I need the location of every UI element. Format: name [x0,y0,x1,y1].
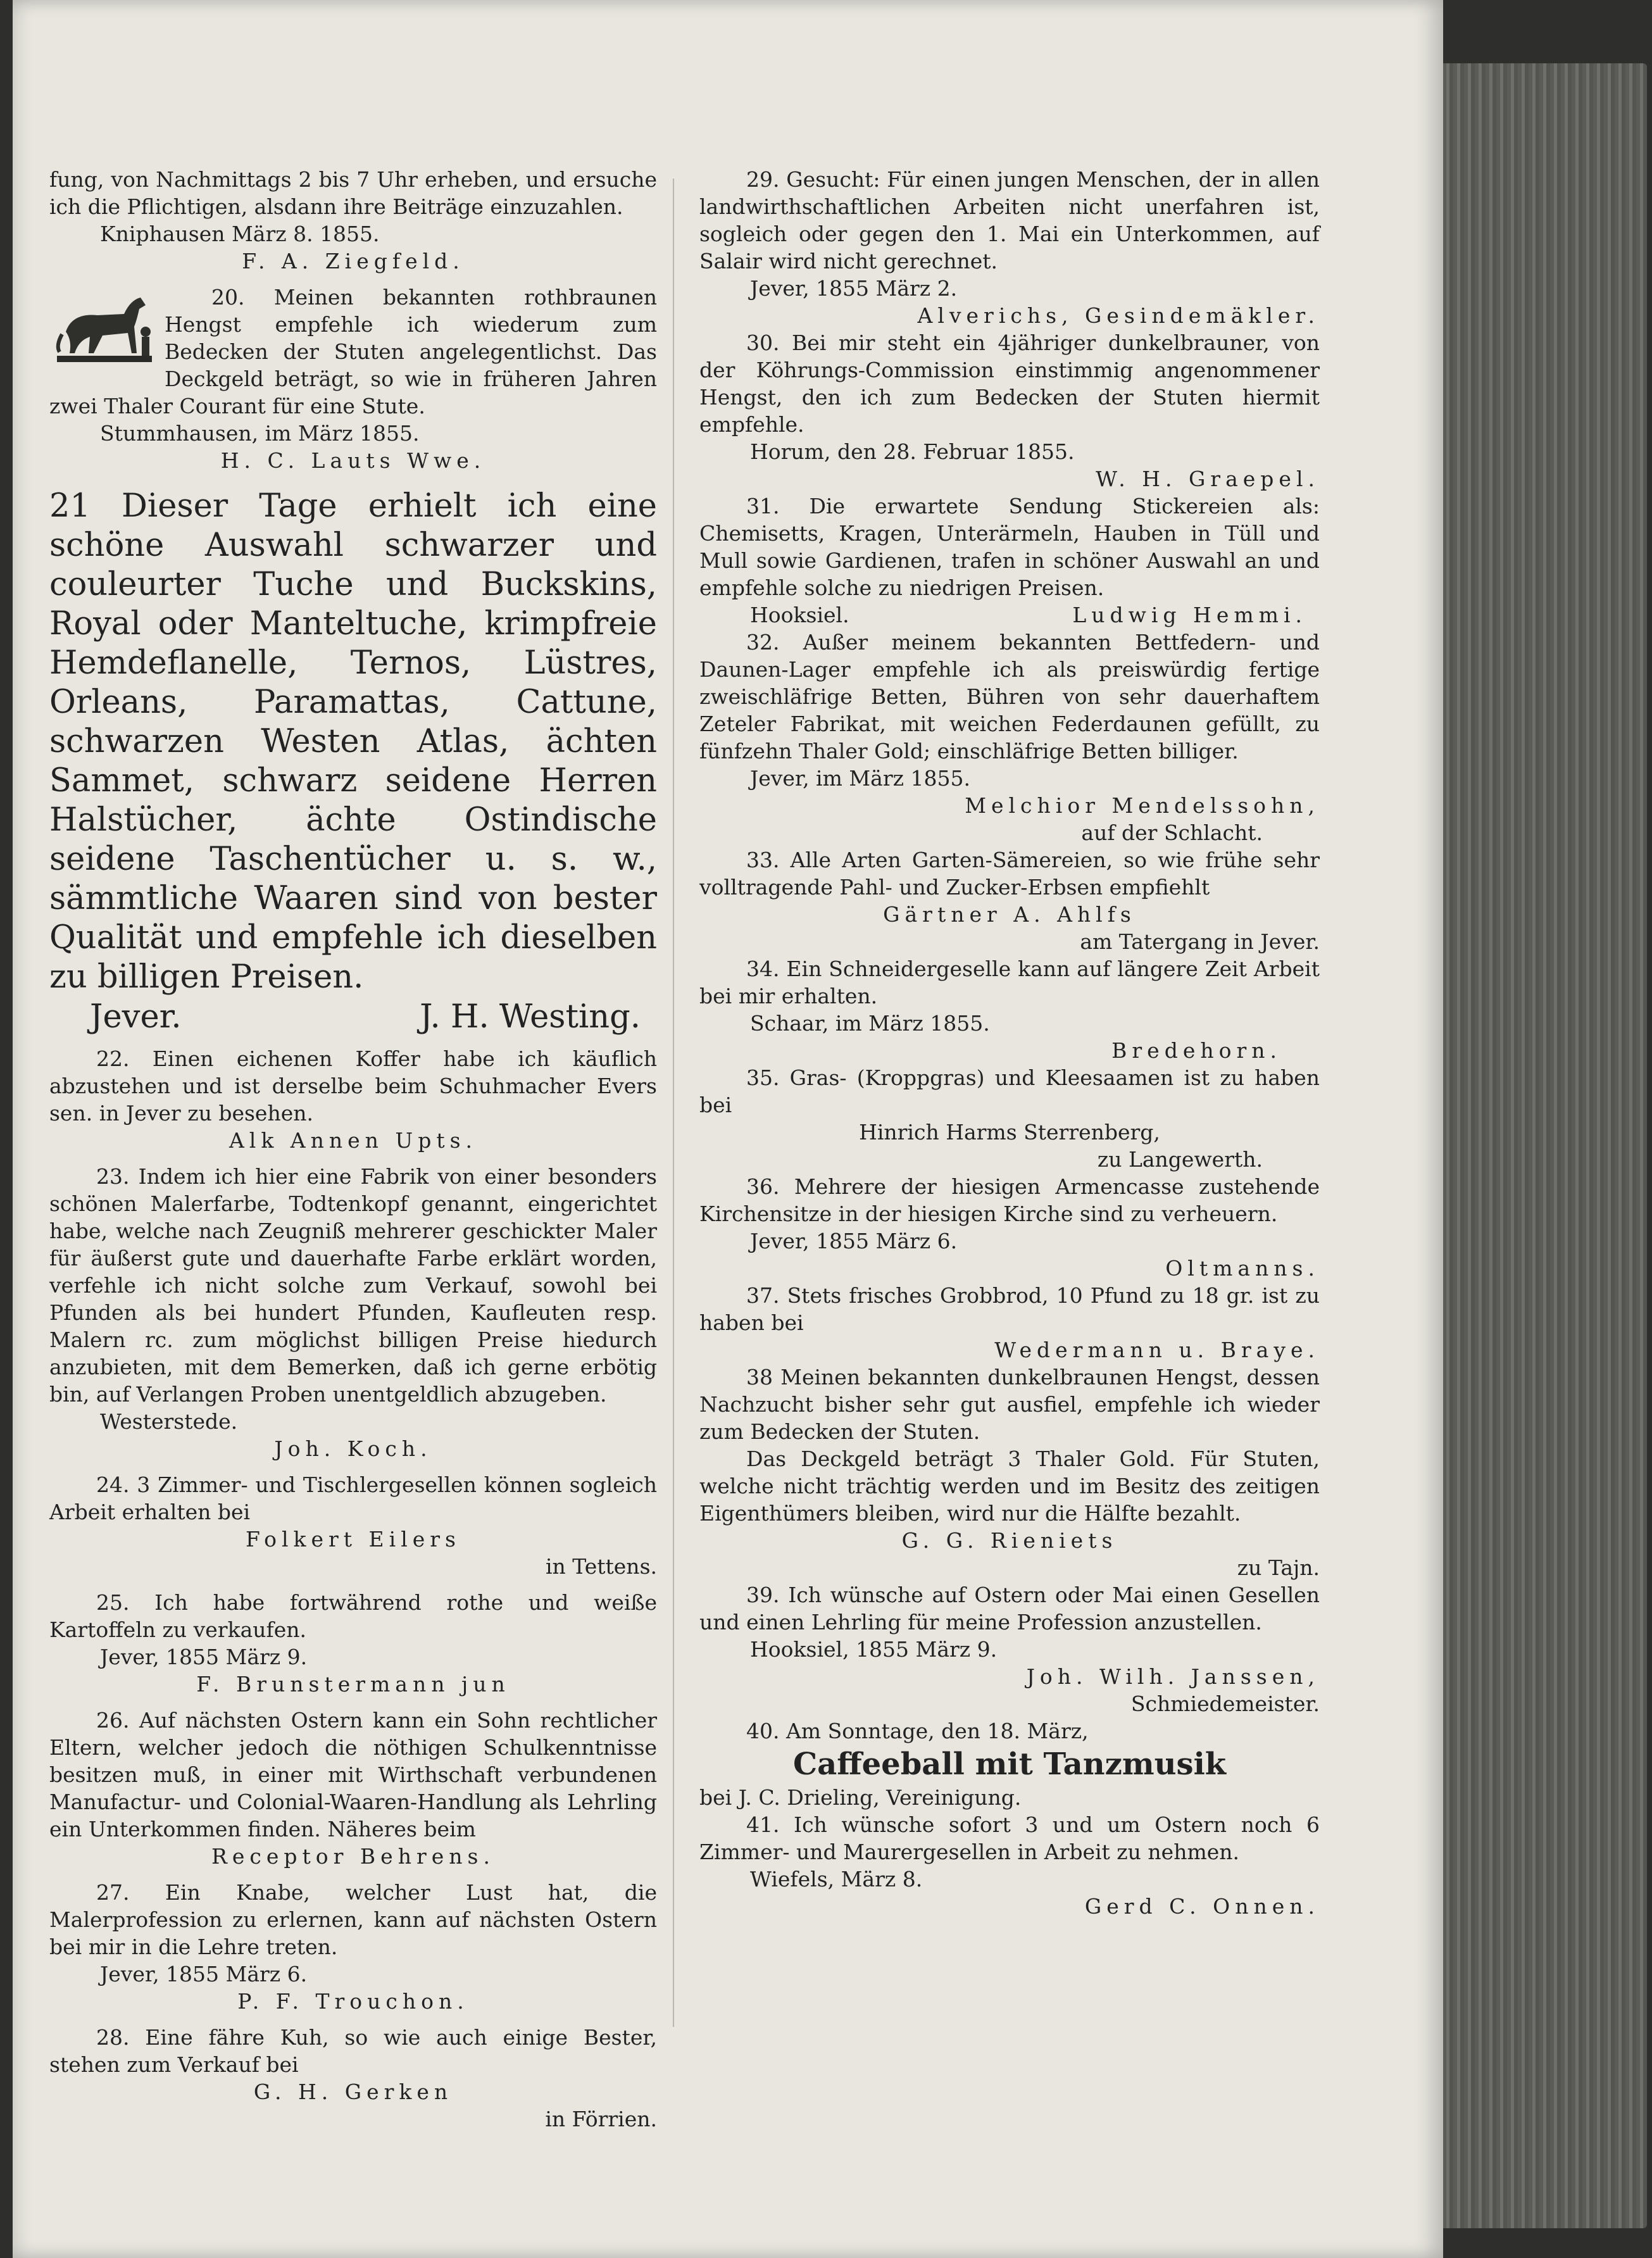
ad-37-text: 37. Stets frisches Grobbrod, 10 Pfund zu 18 gr. ist zu haben bei [699,1283,1320,1335]
ad-20-place: Stummhausen, im März 1855. [100,421,420,446]
ad-19-signature: F. A. Ziegfeld. [242,249,465,273]
ad-22-signature: Alk Annen Upts. [228,1128,478,1153]
ad-32-place: Jever, im März 1855. [750,766,970,791]
ad-36-place: Jever, 1855 März 6. [750,1229,958,1253]
ad-30-place: Horum, den 28. Februar 1855. [750,439,1075,464]
ad-39-signature: Joh. Wilh. Janssen, [1026,1664,1320,1689]
ad-20-text: 20. Meinen bekannten rothbraunen Hengst empfehle ich wiederum zum Bedecken der Stuten angelegentlichst. Das Deckgeld beträgt, so wie in früheren Jahren zwei Thaler Courant für eine Stute. [49,285,657,418]
ad-28-text: 28. Eine fähre Kuh, so wie auch einige Bester, stehen zum Verkauf bei [49,2025,657,2077]
ad-34-place: Schaar, im März 1855. [750,1011,990,1036]
ad-40-signature: bei J. C. Drieling, Vereinigung. [699,1785,1022,1810]
ad-33-text: 33. Alle Arten Garten-Sämereien, so wie frühe sehr volltragende Pahl- und Zucker-Erbsen empfiehlt [699,848,1320,900]
ad-21-text: 21 Dieser Tage erhielt ich eine schöne Auswahl schwarzer und couleurter Tuche und Buckskins, Royal oder Manteltuche, krimpfreie Hemdeflanelle, Ternos, Lüstres, Orleans, Paramattas, Cattune, schwarzen Westen Atlas, ächten Sammet, schwarz seidene Herren Halstücher, ächte Ostindische seidene Taschentücher u. s. w., sämmtliche Waaren sind von bester Qualität und empfehle ich dieselben zu billigen Preisen. [49,487,657,996]
ad-38-text: 38 Meinen bekannten dunkelbraunen Hengst, dessen Nachzucht bisher sehr gut ausfiel, empfehle ich wieder zum Bedecken der Stuten. [699,1365,1320,1444]
horse-icon [53,287,154,371]
left-column [49,166,657,2133]
ad-21-place: Jever. [90,998,182,1036]
ad-26-signature: Receptor Behrens. [211,1844,495,1869]
ad-28-signature: G. H. Gerken [253,2079,453,2104]
ad-24-text: 24. 3 Zimmer- und Tischlergesellen können sogleich Arbeit erhalten bei [49,1472,657,1524]
ad-32-signature: Melchior Mendelssohn, [965,793,1320,818]
ad-20-signature: H. C. Lauts Wwe. [220,448,486,473]
ad-19-text: fung, von Nachmittags 2 bis 7 Uhr erheben, und ersuche ich die Pflichtigen, alsdann ihre Beiträge einzuzahlen. [49,167,657,219]
ad-33-signature: Gärtner A. Ahlfs [883,902,1136,927]
book-binding [1432,63,1647,2228]
ad-41-signature: Gerd C. Onnen. [1084,1894,1320,1919]
ad-35-text: 35. Gras- (Kroppgras) und Kleesaamen ist zu haben bei [699,1065,1320,1117]
ad-32-location: auf der Schlacht. [1081,820,1263,845]
ad-30-text: 30. Bei mir steht ein 4jähriger dunkelbrauner, von der Köhrungs-Commission einstimmig angenommener Hengst, den ich zum Bedecken der Stuten hiermit empfehle. [699,330,1320,437]
ad-41-place: Wiefels, März 8. [750,1867,923,1891]
ad-29-place: Jever, 1855 März 2. [750,276,958,301]
ad-31-signature: Ludwig Hemmi. [1072,603,1307,627]
ad-19-place: Kniphausen März 8. 1855. [100,222,380,246]
ad-23-text: 23. Indem ich hier eine Fabrik von einer besonders schönen Malerfarbe, Todtenkopf genannt, eingerichtet habe, welche nach Zeugniß mehrerer geschickter Maler für äußerst gute und dauerhafte Farbe erklärt worden, verfehle ich nicht solche zum Verkauf, sowohl bei Pfunden als bei hundert Pfunden, Kaufleuten resp. Malern rc. zum möglichst billigen Preise hiedurch anzubieten, mit dem Bemerken, daß ich gerne erbötig bin, auf Verlangen Proben unentgeldlich abzugeben. [49,1164,657,1407]
ad-27-place: Jever, 1855 März 6. [100,1962,308,1986]
ad-39-trade: Schmiedemeister. [1130,1691,1320,1716]
ad-36-signature: Oltmanns. [1165,1256,1320,1281]
ad-30-signature: W. H. Graepel. [1096,467,1320,491]
ad-31-signature-line [699,601,1320,629]
ad-34-signature: Bredehorn. [1111,1038,1282,1063]
ad-20 [49,284,657,474]
ad-32-text: 32. Außer meinem bekannten Bettfedern- und Daunen-Lager empfehle ich als preiswürdig fertige zweischläfrige Betten, Bühren von sehr dauerhaftem Zeteler Fabrikat, mit weichen Federdaunen gefüllt, zu fünfzehn Thaler Gold; einschläfrige Betten billiger. [699,630,1320,763]
ad-33-location: am Tatergang in Jever. [1080,929,1320,954]
column-divider [673,179,674,2027]
newspaper-page [13,0,1443,2258]
ad-39-place: Hooksiel, 1855 März 9. [750,1637,998,1662]
ad-35-signature: Hinrich Harms Sterrenberg, [859,1120,1160,1145]
ad-25-place: Jever, 1855 März 9. [100,1645,308,1669]
ad-21-signature: J. H. Westing. [420,998,641,1036]
ad-26-text: 26. Auf nächsten Ostern kann ein Sohn rechtlicher Eltern, welcher jedoch die nöthigen Schulkenntnisse besitzen muß, in einer mit Wirthschaft verbundenen Manufactur- und Colonial-Waaren-Handlung als Lehrling ein Unterkommen finden. Näheres beim [49,1708,657,1841]
ad-40-text: 40. Am Sonntage, den 18. März, [746,1719,1089,1743]
ad-40-headline: Caffeeball mit Tanzmusik [792,1747,1227,1782]
ad-23-place: Westerstede. [100,1409,238,1434]
ad-31-text: 31. Die erwartete Sendung Stickereien als: Chemisetts, Kragen, Unterärmeln, Hauben in Tüll und Mull sowie Gardienen, trafen in schöner Auswahl an und empfehle solche zu niedrigen Preisen. [699,494,1320,600]
ad-27-text: 27. Ein Knabe, welcher Lust hat, die Malerprofession zu erlernen, kann auf nächsten Ostern bei mir in die Lehre treten. [49,1880,657,1959]
ad-38-signature: G. G. Rieniets [901,1528,1118,1553]
ad-22-text: 22. Einen eichenen Koffer habe ich käuflich abzustehen und ist derselbe beim Schuhmacher Evers sen. in Jever zu besehen. [49,1046,657,1126]
ad-35-location: zu Langewerth. [1097,1147,1263,1172]
ad-34-text: 34. Ein Schneidergeselle kann auf längere Zeit Arbeit bei mir erhalten. [699,957,1320,1008]
ad-29-text: 29. Gesucht: Für einen jungen Menschen, der in allen landwirthschaftlichen Arbeiten nicht unerfahren ist, sogleich oder gegen den 1. Mai ein Unterkommen, auf Salair wird nicht gerechnet. [699,167,1320,273]
ad-21-signature-line [49,997,657,1038]
ad-27-signature: P. F. Trouchon. [237,1989,469,2014]
ad-24-signature: Folkert Eilers [245,1527,461,1552]
right-column [699,166,1320,1920]
ad-23-signature: Joh. Koch. [274,1436,432,1461]
ad-25-signature: F. Brunstermann jun [196,1672,510,1697]
ad-31-place: Hooksiel. [750,603,849,627]
ad-39-text: 39. Ich wünsche auf Ostern oder Mai einen Gesellen und einen Lehrling für meine Profession anzustellen. [699,1583,1320,1634]
ad-29-signature: Alverichs, Gesindemäkler. [917,303,1320,328]
ad-24-location: in Tettens. [545,1554,657,1579]
ad-36-text: 36. Mehrere der hiesigen Armencasse zustehende Kirchensitze in der hiesigen Kirche sind zu verheuern. [699,1174,1320,1226]
ad-38-text-2: Das Deckgeld beträgt 3 Thaler Gold. Für Stuten, welche nicht trächtig werden und im Besitz des zeitigen Eigenthümers bleiben, wird nur die Hälfte bezahlt. [699,1446,1320,1526]
ad-25-text: 25. Ich habe fortwährend rothe und weiße Kartoffeln zu verkaufen. [49,1590,657,1642]
ad-41-text: 41. Ich wünsche sofort 3 und um Ostern noch 6 Zimmer- und Maurergesellen in Arbeit zu nehmen. [699,1812,1320,1864]
ad-28-location: in Förrien. [545,2107,657,2131]
ad-38-location: zu Tajn. [1237,1555,1320,1580]
ad-37-signature: Wedermann u. Braye. [994,1338,1320,1362]
